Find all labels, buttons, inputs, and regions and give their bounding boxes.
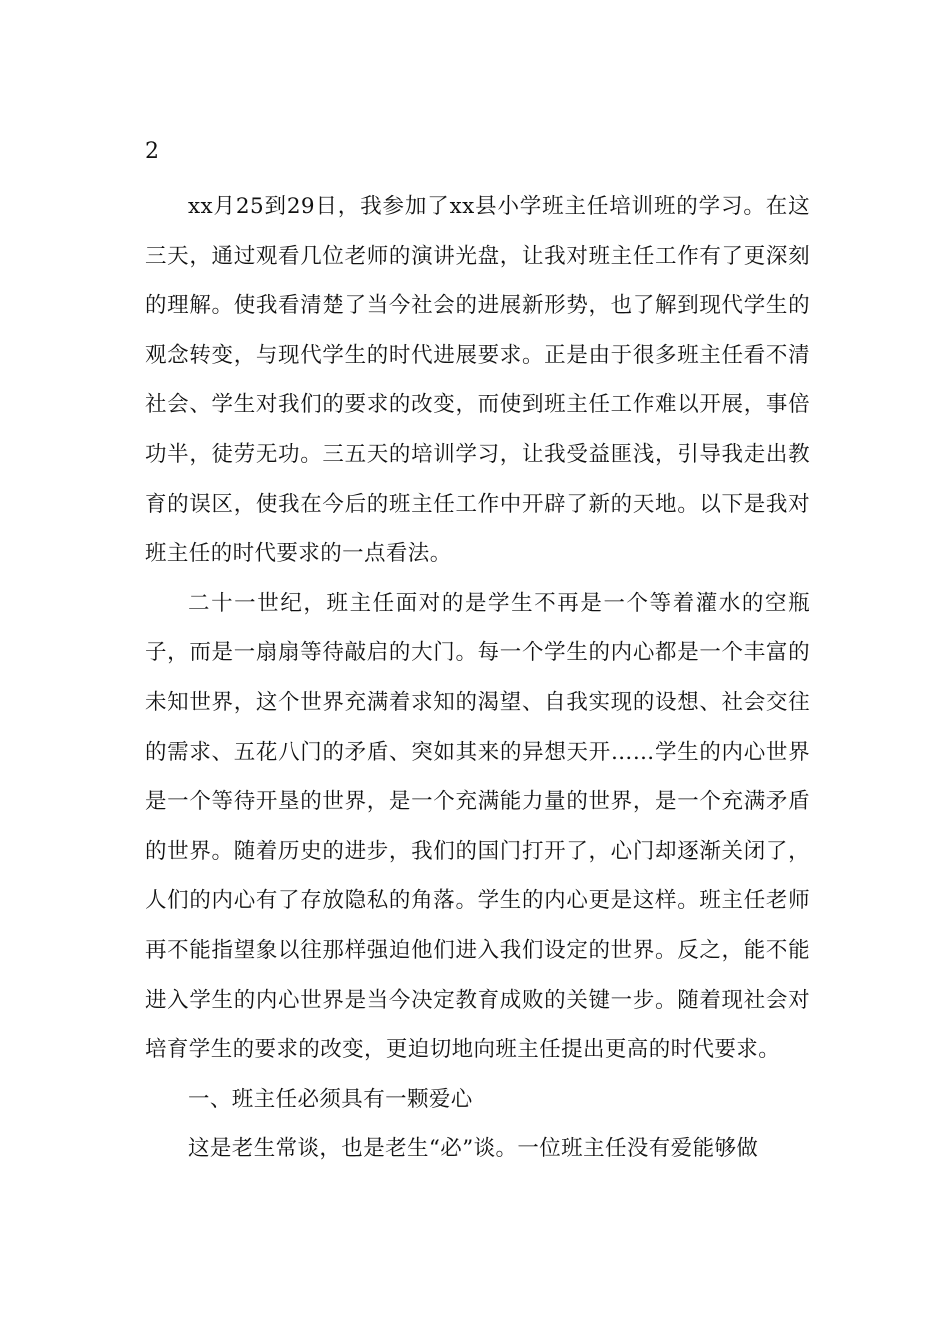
paragraph-love-start: 这是老生常谈，也是老生“必”谈。一位班主任没有爱能够做 <box>188 1136 759 1162</box>
paragraph-intro: xx月25到29日，我参加了xx县小学班主任培训班的学习。在这三天，通过观看几位老师的演讲光盘，让我对班主任工作有了更深刻的理解。使我看清楚了当今社会的进展新形势，也了解到现代学生的观念转变，与现代学生的时代进展要求。正是由于很多班主任看不清社会、学生对我们的要求的改变，而使到班主任工作难以开展，事倍功半，徒劳无功。三五天的培训学习，让我受益匪浅，引导我走出教育的误区，使我在今后的班主任工作中开辟了新的天地。以下是我对班主任的时代要求的一点看法。 <box>145 194 810 567</box>
document-body <box>145 182 810 1174</box>
paragraph-21st-century: 二十一世纪，班主任面对的是学生不再是一个等着灌水的空瓶子，而是一扇扇等待敲启的大门。每一个学生的内心都是一个丰富的未知世界，这个世界充满着求知的渴望、自我实现的设想、社会交往的需求、五花八门的矛盾、突如其来的异想天开……学生的内心世界是一个等待开垦的世界，是一个充满能力量的世界，是一个充满矛盾的世界。随着历史的进步，我们的国门打开了，心门却逐渐关闭了，人们的内心有了存放隐私的角落。学生的内心更是这样。班主任老师再不能指望象以往那样强迫他们进入我们设定的世界。反之，能不能进入学生的内心世界是当今决定教育成败的关键一步。随着现社会对培育学生的要求的改变，更迫切地向班主任提出更高的时代要求。 <box>145 590 810 1063</box>
section-heading-love: 一、班主任必须具有一颗爱心 <box>188 1086 473 1112</box>
page-number: 2 <box>145 139 159 164</box>
